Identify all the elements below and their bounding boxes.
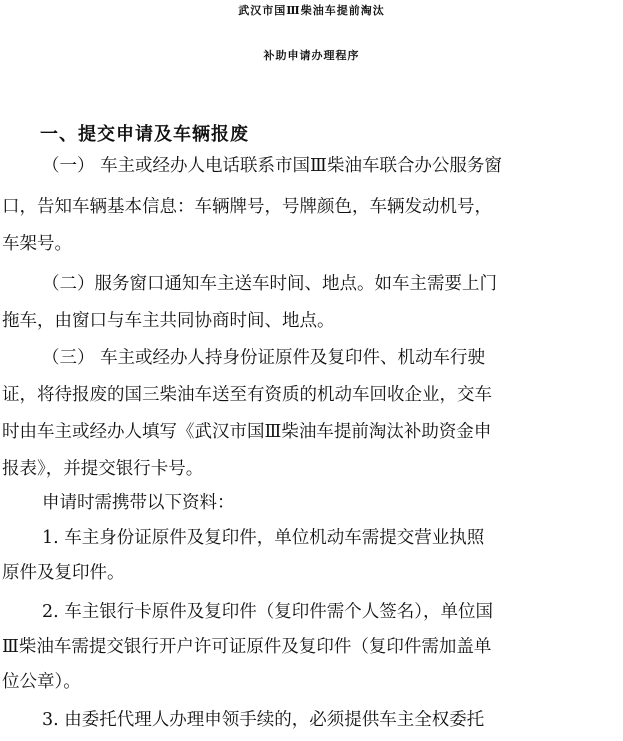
paragraph-line: （二）服务窗口通知车主送车时间、地点。如车主需要上门 bbox=[42, 274, 497, 294]
paragraph-line: 报表》，并提交银行卡号。 bbox=[2, 459, 204, 479]
paragraph-line: 拖车，由窗口与车主共同协商时间、地点。 bbox=[2, 311, 335, 331]
paragraph-line: 车架号。 bbox=[2, 234, 72, 254]
paragraph-line: 时由车主或经办人填写《武汉市国Ⅲ柴油车提前淘汰补助资金申 bbox=[2, 422, 492, 442]
list-item-line: 原件及复印件。 bbox=[2, 563, 125, 583]
list-item-line: 3. 由委托代理人办理申领手续的，必须提供车主全权委托 bbox=[42, 710, 485, 730]
list-item-line: 位公章）。 bbox=[2, 672, 81, 692]
paragraph-line: 申请时需携带以下资料： bbox=[42, 493, 235, 513]
paragraph-line: 口，告知车辆基本信息：车辆牌号，号牌颜色，车辆发动机号， bbox=[2, 197, 492, 217]
document-title-line-2: 补助申请办理程序 bbox=[263, 49, 360, 62]
document-title-line-1: 武汉市国Ⅲ柴油车提前淘汰 bbox=[238, 4, 385, 17]
section-heading-1: 一、提交申请及车辆报废 bbox=[40, 124, 249, 145]
paragraph-line: （三） 车主或经办人持身份证原件及复印件、机动车行驶 bbox=[42, 348, 486, 368]
list-item-line: 2. 车主银行卡原件及复印件（复印件需个人签名），单位国 bbox=[42, 602, 494, 622]
list-item-line: Ⅲ柴油车需提交银行开户许可证原件及复印件（复印件需加盖单 bbox=[2, 637, 492, 657]
list-item-line: 1. 车主身份证原件及复印件，单位机动车需提交营业执照 bbox=[42, 528, 485, 548]
paragraph-line: （一） 车主或经办人电话联系市国Ⅲ柴油车联合办公服务窗 bbox=[42, 156, 502, 176]
paragraph-line: 证，将待报废的国三柴油车送至有资质的机动车回收企业，交车 bbox=[2, 385, 492, 405]
